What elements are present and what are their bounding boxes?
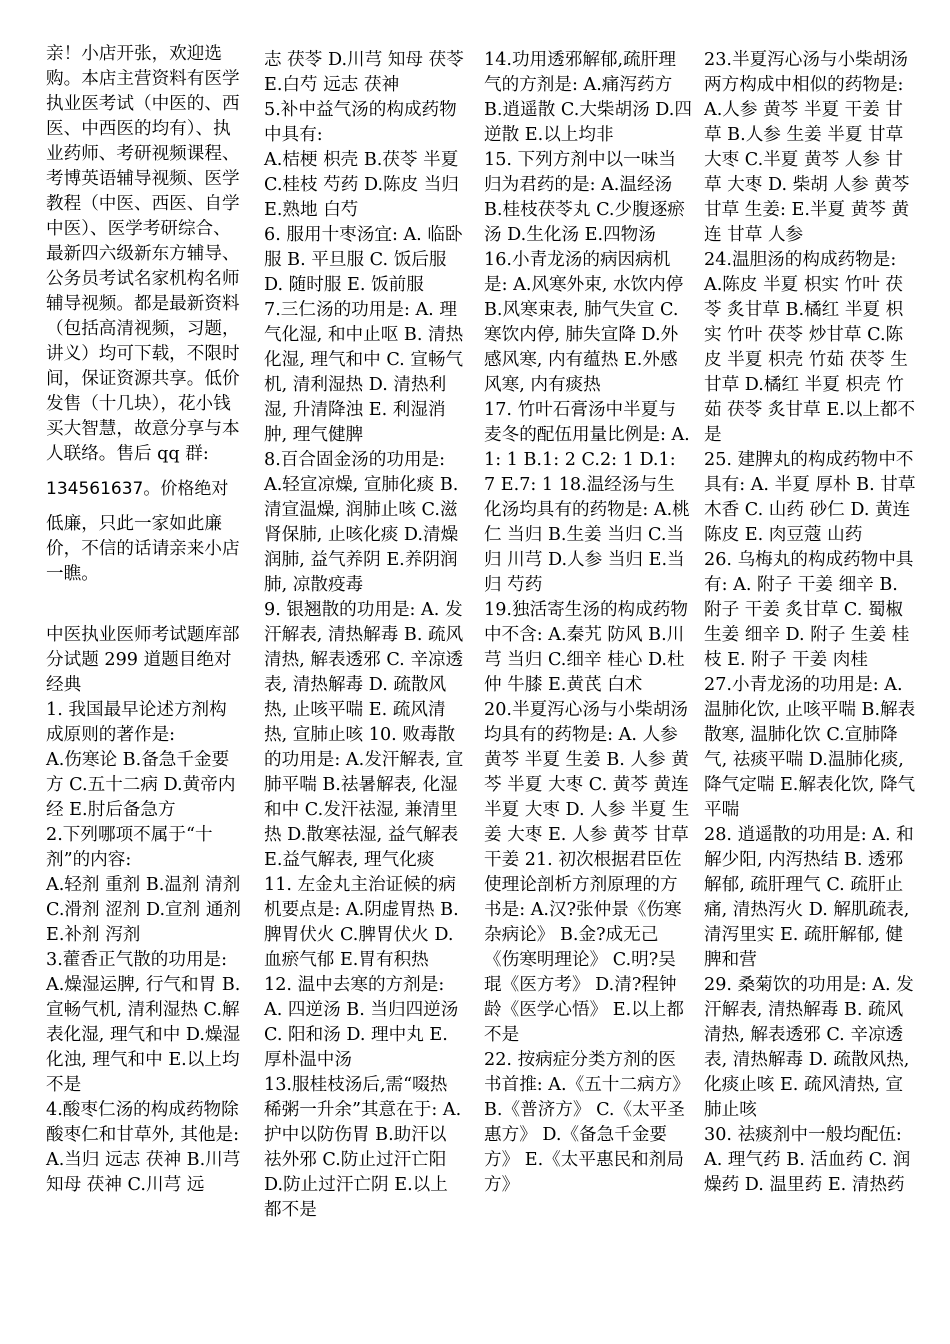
q30: 30. 祛痰剂中一般均配伍: A. 理气药 B. 活血药 C. 润燥药 D. 温里药 E. 清热药 xyxy=(704,1125,911,1195)
document-title: 中医执业医师考试题库部分试题 299 道题目绝对经典 xyxy=(46,625,240,695)
q1-stem: 1. 我国最早论述方剂构成原则的著作是: xyxy=(46,700,227,745)
q6: 6. 服用十枣汤宜: A. 临卧服 B. 平旦服 C. 饭后服 D. 随时服 E. 饭前服 xyxy=(264,225,463,295)
column-2 xyxy=(264,48,464,1223)
q26: 26. 乌梅丸的构成药物中具有: A. 附子 干姜 细辛 B. 附子 干姜 炙甘草 C. 蜀椒 生姜 细辛 D. 附子 生姜 桂枝 E. 附子 干姜 肉桂 xyxy=(704,550,914,670)
q9-q10: 9. 银翘散的功用是: A. 发汗解表, 清热解毒 B. 疏风清热, 解表透邪 C. 辛凉透表, 清热解毒 D. 疏散风热, 止咳平喘 E. 疏风清热, 宣肺止咳 10. 败毒散的功用是: A.发汗解表, 宣肺平喘 B.祛暑解表, 化湿和中 C.发汗祛湿, 兼清里热 D.散寒祛湿, 益气解表 E.益气解表, 理气化痰 xyxy=(264,600,464,870)
q25: 25. 建脾丸的构成药物中不具有: A. 半夏 厚朴 B. 甘草 木香 C. 山药 砂仁 D. 黄连 陈皮 E. 肉豆蔻 山药 xyxy=(704,450,916,545)
q13: 13.服桂枝汤后,需“啜热稀粥一升余”其意在于: A.护中以防伤胃 B.助汗以祛外邪 C.防止过汗亡阳 D.防止过汗亡阴 E.以上都不是 xyxy=(264,1075,462,1220)
column-4 xyxy=(704,48,916,1198)
q5-options: A.桔梗 枳壳 B.茯苓 半夏 C.桂枝 芍药 D.陈皮 当归 E.熟地 白芍 xyxy=(264,150,460,220)
q27: 27.小青龙汤的功用是: A.温肺化饮, 止咳平喘 B.解表散寒, 温肺化饮 C.宣肺降气, 祛痰平喘 D.温肺化痰, 降气定喘 E.解表化饮, 降气平喘 xyxy=(704,675,916,820)
q3-options: A.燥湿运脾, 行气和胃 B.宣畅气机, 清利湿热 C.解表化湿, 理气和中 D.燥湿化浊, 理气和中 E.以上均不是 xyxy=(46,975,241,1095)
shop-outro-text: 低廉，只此一家如此廉价，不信的话请亲来小店一瞧。 xyxy=(46,514,240,584)
q12: 12. 温中去寒的方剂是: A. 四逆汤 B. 当归四逆汤 C. 阳和汤 D. 理中丸 E. 厚朴温中汤 xyxy=(264,975,459,1070)
q17-q18: 17. 竹叶石膏汤中半夏与麦冬的配伍用量比例是: A.1: 1 B.1: 2 C.2: 1 D.1: 7 E.7: 1 18.温经汤与生化汤均具有的药物是: A.桃仁 当归 B.生姜 当归 C.当归 川芎 D.人参 当归 E.当归 芍药 xyxy=(484,400,690,595)
q19: 19.独活寄生汤的构成药物中不含: A.秦艽 防风 B.川芎 当归 C.细辛 桂心 D.杜仲 牛膝 E.黄芪 白术 xyxy=(484,600,688,695)
q4-stem: 4.酸枣仁汤的构成药物除酸枣仁和甘草外, 其他是: xyxy=(46,1100,240,1145)
q11: 11. 左金丸主治证候的病机要点是: A.阴虚胃热 B.脾胃伏火 C.脾胃伏火 D.血瘀气郁 E.胃有积热 xyxy=(264,875,459,970)
q2-stem: 2.下列哪项不属于“十剂”的内容: xyxy=(46,825,213,870)
q4-options: A.当归 远志 茯神 B.川芎 知母 茯神 C.川芎 远 xyxy=(46,1150,241,1195)
q5-stem: 5.补中益气汤的构成药物中具有: xyxy=(264,100,457,145)
qq-group-line: 134561637。价格绝对 xyxy=(46,479,229,499)
q4-options-cont: 志 茯苓 D.川芎 知母 茯苓 E.白芍 远志 茯神 xyxy=(264,50,464,95)
q16: 16.小青龙汤的病因病机是: A.风寒外束, 水饮内停 B.风寒束表, 肺气失宣 C.寒饮内停, 肺失宣降 D.外感风寒, 内有蕴热 E.外感风寒, 内有痰热 xyxy=(484,250,684,395)
column-1 xyxy=(46,42,242,1198)
q29: 29. 桑菊饮的功用是: A. 发汗解表, 清热解毒 B. 疏风清热, 解表透邪 C. 辛凉透表, 清热解毒 D. 疏散风热, 化痰止咳 E. 疏风清热, 宣肺止咳 xyxy=(704,975,914,1120)
q28: 28. 逍遥散的功用是: A. 和解少阳, 内泻热结 B. 透邪解郁, 疏肝理气 C. 疏肝止痛, 清热泻火 D. 解肌疏表, 清泻里实 E. 疏肝解郁, 健脾和营 xyxy=(704,825,914,970)
q3-stem: 3.藿香正气散的功用是: xyxy=(46,950,228,970)
q23: 23.半夏泻心汤与小柴胡汤两方构成中相似的药物是: A.人参 黄芩 半夏 干姜 甘草 B.人参 生姜 半夏 甘草 大枣 C.半夏 黄芩 人参 甘草 大枣 D. 柴胡 人参 黄芩 甘草 生姜: E.半夏 黄芩 黄连 甘草 人参 xyxy=(704,50,910,245)
shop-intro-text: 亲！小店开张，欢迎选购。本店主营资料有医学执业医考试（中医的、西医、中西医的均有）、执业药师、考研视频课程、考博英语辅导视频、医学教程（中医、西医、自学中医）、医学考研综合、最新四六级新东方辅导、公务员考试名家机构名师辅导视频。都是最新资料（包括高清视频，习题，讲义）均可下载，不限时间，保证资源共享。低价发售（十几块），花小钱买大智慧，故意分享与本人联络。售后 qq 群: xyxy=(46,44,240,464)
q22: 22. 按病症分类方剂的医书首推: A.《五十二病方》 B.《普济方》 C.《太平圣惠方》 D.《备急千金要方》 E.《太平惠民和剂局方》 xyxy=(484,1050,690,1195)
column-3 xyxy=(484,48,692,1198)
q20-q21: 20.半夏泻心汤与小柴胡汤均具有的药物是: A. 人参 黄芩 半夏 生姜 B. 人参 黄芩 半夏 大枣 C. 黄芩 黄连 半夏 大枣 D. 人参 半夏 生姜 大枣 E. 人参 黄芩 甘草 干姜 21. 初次根据君臣佐使理论剖析方剂原理的方书是: A.汉?张仲景《伤寒杂病论》 B.金?成无己《伤寒明理论》 C.明?吴琨《医方考》 D.清?程钟龄《医学心悟》 E.以上都不是 xyxy=(484,700,690,1045)
q14: 14.功用透邪解郁,疏肝理气的方剂是: A.痛泻药方 B.逍遥散 C.大柴胡汤 D.四逆散 E.以上均非 xyxy=(484,50,692,145)
q1-options: A.伤寒论 B.备急千金要方 C.五十二病 D.黄帝内经 E.肘后备急方 xyxy=(46,750,236,820)
q2-options: A.轻剂 重剂 B.温剂 清剂 C.滑剂 涩剂 D.宣剂 通剂 E.补剂 泻剂 xyxy=(46,875,242,945)
q7: 7.三仁汤的功用是: A. 理气化湿, 和中止呕 B. 清热化湿, 理气和中 C. 宣畅气机, 清利湿热 D. 清热利湿, 升清降浊 E. 利湿消肿, 理气健脾 xyxy=(264,300,464,445)
q24: 24.温胆汤的构成药物是: A.陈皮 半夏 枳实 竹叶 茯苓 炙甘草 B.橘红 半夏 枳实 竹叶 茯苓 炒甘草 C.陈皮 半夏 枳壳 竹茹 茯苓 生甘草 D.橘红 半夏 枳壳 竹茹 茯苓 炙甘草 E.以上都不是 xyxy=(704,250,916,445)
shop-notice xyxy=(46,42,242,587)
q15: 15. 下列方剂中以一味当归为君药的是: A.温经汤 B.桂枝茯苓丸 C.少腹逐瘀汤 D.生化汤 E.四物汤 xyxy=(484,150,685,245)
q8: 8.百合固金汤的功用是: A.轻宣凉燥, 宣肺化痰 B.清宣温燥, 润肺止咳 C.滋肾保肺, 止咳化痰 D.清燥润肺, 益气养阴 E.养阴润肺, 凉散疫毒 xyxy=(264,450,459,595)
